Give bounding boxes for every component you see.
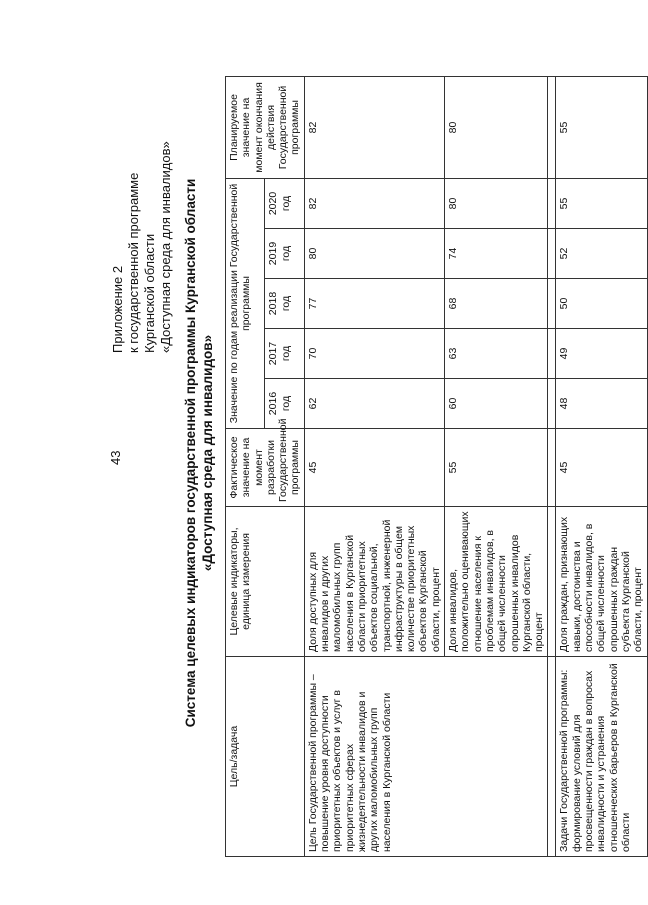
header-year: 2019 год (265, 229, 304, 279)
document-title (182, 63, 216, 843)
year-value: 82 (304, 178, 444, 228)
annex-line: Приложение 2 (110, 265, 125, 353)
year-value: 60 (445, 379, 548, 429)
goal-cell: Цель Государственной программы – повышение уровня доступности приоритетных объектов и услуг в приоритетных сферах жизнедеятельности инвалидов и других маломобильных групп населения в Курганской области (304, 657, 548, 857)
year-value: 80 (304, 229, 444, 279)
year-value: 70 (304, 329, 444, 379)
title-line: «Доступная среда для инвалидов» (200, 334, 215, 572)
year-value: 63 (445, 329, 548, 379)
year-value: 74 (445, 229, 548, 279)
table-row (304, 76, 444, 856)
year-value: 68 (445, 279, 548, 329)
planned-value: 80 (445, 76, 548, 178)
actual-value: 55 (445, 429, 548, 507)
year-value: 80 (445, 178, 548, 228)
planned-value: 55 (556, 76, 647, 178)
page-number: 43 (108, 450, 123, 465)
header-by-years: Значение по годам реализации Государственной программы (226, 178, 265, 428)
annex-header (110, 13, 174, 353)
indicator-cell: Доля граждан, признающих навыки, достоинства и способности инвалидов, в общей численности опрошенных граждан субъекта Курганской области, процент (556, 507, 647, 657)
year-value: 50 (556, 279, 647, 329)
year-value: 77 (304, 279, 444, 329)
year-value: 52 (556, 229, 647, 279)
goal-cell: Задачи Государственной программы: формирование условий для просвещенности граждан в вопросах инвалидности и устранения отношенческих барьеров в Курганской области (556, 657, 647, 857)
actual-value: 45 (304, 429, 444, 507)
indicator-cell: Доля инвалидов, положительно оценивающих отношение населения к проблемам инвалидов, в общей численности опрошенных инвалидов Курганской области, процент (445, 507, 548, 657)
annex-line: Курганской области (142, 233, 157, 353)
header-indicator: Целевые индикаторы, единица измерения (226, 507, 305, 657)
actual-value: 45 (556, 429, 647, 507)
row-separator (548, 76, 556, 856)
header-year: 2016 год (265, 379, 304, 429)
title-line: Система целевых индикаторов государственной программы Курганской области (183, 178, 198, 728)
year-value: 49 (556, 329, 647, 379)
header-year: 2020 год (265, 178, 304, 228)
year-value: 62 (304, 379, 444, 429)
year-value: 48 (556, 379, 647, 429)
header-year: 2018 год (265, 279, 304, 329)
header-planned: Планируемое значение на момент окончания действия Государственной программы (226, 76, 305, 178)
annex-line: к государственной программе (126, 172, 141, 353)
header-actual: Фактическое значение на момент разработки Государственной программы (226, 429, 305, 507)
planned-value: 82 (304, 76, 444, 178)
year-value: 55 (556, 178, 647, 228)
annex-line: «Доступная среда для инвалидов» (158, 141, 173, 353)
header-goal: Цель/задача (226, 657, 305, 857)
indicators-table (225, 76, 648, 857)
table-row (556, 76, 647, 856)
header-row (226, 76, 265, 856)
header-year: 2017 год (265, 329, 304, 379)
indicator-cell: Доля доступных для инвалидов и других маломобильных групп населения в Курганской области приоритетных объектов социальной, транспортной, инженерной инфраструктуры в общем количестве приоритетных объектов Курганской области, процент (304, 507, 444, 657)
